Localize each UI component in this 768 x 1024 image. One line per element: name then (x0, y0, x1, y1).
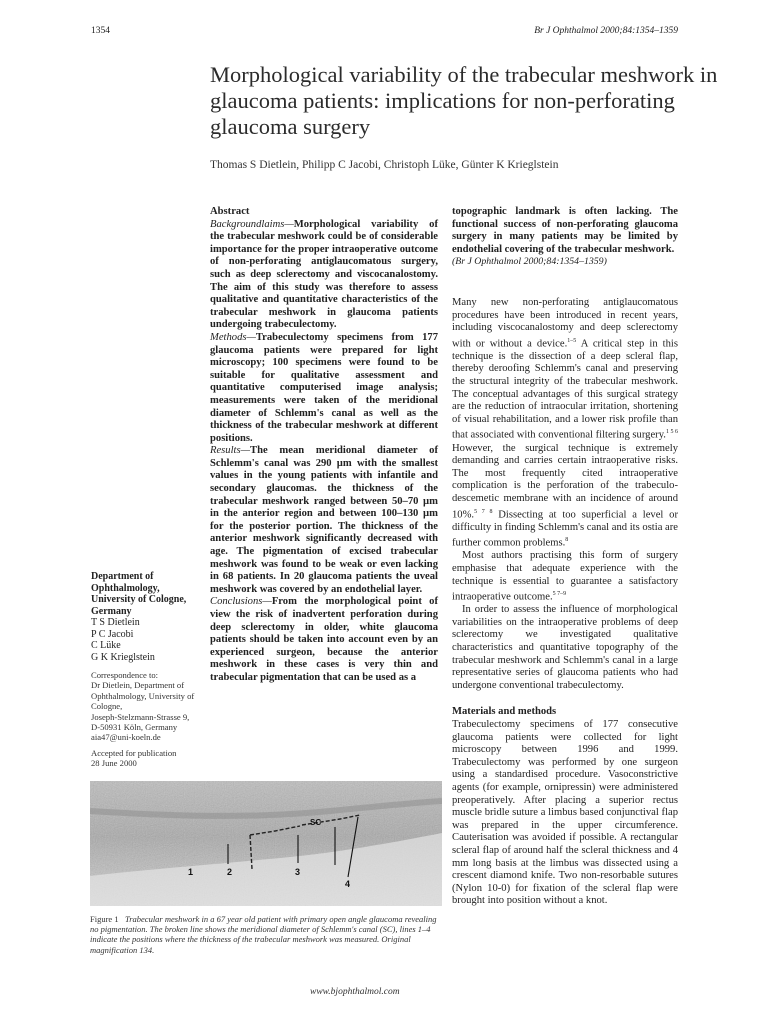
affiliation-block (91, 571, 201, 663)
correspondence-line-3: D-50931 Köln, Germany (91, 722, 178, 733)
background-label: Backgroundlaims— (210, 218, 294, 230)
results-label: Results— (210, 445, 251, 457)
affiliation-name-3: C Lüke (91, 640, 121, 651)
abstract-conclusions-continued: topographic landmark is often lacking. The functional success of non-perforating glaucoma surgery in many patients may be limited by endothelial covering of the trabecular meshwork. (452, 206, 678, 255)
intro-paragraph-3: In order to assess the influence of morphological variabilities on the intraoperative problems of deep sclerectomy we investigated qualitative characteristics and quantitative topography of the trabecular meshwork and Schlemm's canal in a large representative series of glaucoma patients who had undergone conventional trabeculectomy. (452, 604, 678, 691)
intro-paragraph-2 (452, 550, 678, 604)
abstract-results (210, 445, 438, 596)
figure-caption (90, 914, 440, 955)
abstract-citation: (Br J Ophthalmol 2000;84:1354–1359) (452, 256, 607, 268)
accepted-block (91, 748, 203, 769)
results-text: The mean meridional diameter of Schlemm's canal was 290 µm with the smallest values in the young patients with infantile and secondary glaucomas. the thickness of the trabecular meshwork ranged between 50–70 µm in the anterior region and between 100–130 µm for the posterior portion. The thickness of the anterior meshwork significantly decreased with age. The pigmentation of excised trabecular meshwork was found to be weak or even lacking in 68 patients. In 20 glaucoma patients the uveal meshwork was covered by an endothelial layer. (210, 445, 438, 595)
correspondence-label: Correspondence to: (91, 670, 159, 680)
abstract-methods (210, 332, 438, 445)
correspondence-block (91, 670, 203, 743)
page-number: 1354 (91, 26, 110, 36)
article-title: Morphological variability of the trabecular meshwork in glaucoma patients: implications for non-perforating glaucoma surgery (210, 62, 718, 139)
intro-text-1: Many new non-perforating antiglaucomatous procedures have been introduced in recent years, including viscocanalostomy and deep sclerectomy with or without a device. (452, 296, 678, 350)
ref-sup-4: 8 (565, 537, 569, 544)
journal-reference: Br J Ophthalmol 2000;84:1354–1359 (534, 26, 678, 36)
abstract-heading: Abstract (210, 206, 250, 217)
intro-text-1c: However, the surgical technique is extremely demanding and carries certain intraoperative risks. The most frequently cited intraoperative complication is the perforation of the trabeculo-descemetic membrane with an incidence of around 10%. (452, 442, 678, 521)
conclusions-label: Conclusions— (210, 596, 272, 608)
department-name: Department of Ophthalmology, University of Cologne, Germany (91, 571, 187, 617)
affiliation-name-1: T S Dietlein (91, 617, 140, 628)
affiliation-name-2: P C Jacobi (91, 628, 134, 640)
intro-text-1b: A critical step in this technique is the dissection of a deep scleral flap, thereby deroofing Schlemm's canal and preserving the structural integrity of the trabecular meshwork. The conceptual advantages of this surgical strategy are the reduction of intraocular irritation, shortening of visual rehabilitation, and a lower risk profile than that associated with conventional filtering surgery. (452, 338, 678, 441)
micrograph-image (90, 781, 442, 906)
footer-url[interactable]: www.bjophthalmol.com (310, 987, 400, 997)
ref-sup-3: 5 7 8 (474, 508, 493, 515)
affiliation-name-4: G K Krieglstein (91, 651, 155, 663)
accepted-line-1: Accepted for publication (91, 748, 177, 758)
correspondence-line-1: Dr Dietlein, Department of Ophthalmology, University of Cologne, (91, 680, 195, 712)
ref-sup-5: 5 7–9 (552, 591, 567, 598)
figure-1-micrograph (90, 781, 442, 906)
correspondence-line-2: Joseph-Stelzmann-Strasse 9, (91, 711, 190, 722)
correspondence-email[interactable]: aia47@uni-koeln.de (91, 732, 161, 743)
author-list: Thomas S Dietlein, Philipp C Jacobi, Christoph Lüke, Günter K Krieglstein (210, 159, 559, 171)
figure-label-sc: SC (310, 818, 322, 827)
figure-caption-text: Trabecular meshwork in a 67 year old patient with primary open angle glaucoma revealing no pigmentation. The broken line shows the meridional diameter of Schlemm's canal (SC), lines 1–4 indicate the positions where the thickness of the trabecular meshwork was measured. Original magnification 134. (90, 914, 437, 955)
methods-text: Trabeculectomy specimens from 177 glaucoma patients were prepared for light microscopy; 100 specimens were found to be suitable for qualitative assessment and quantitative computerised image analysis; measurements were taken of the meridional diameter of Schlemm's canal as well as the thickness of the trabecular meshwork at different positions. (210, 331, 438, 444)
figure-label-4: 4 (345, 879, 351, 889)
background-text: Morphological variability of the trabecular meshwork could be of considerable importance for the proper intraoperative outcome of non-perforating antiglaucomatous surgery, such as deep sclerectomy and viscocanalostomy. The aim of this study was therefore to assess qualitative and quantitative characteristics of the trabecular meshwork in glaucoma patients undergoing trabeculectomy. (210, 218, 438, 331)
abstract-column (210, 206, 438, 685)
figure-label-1: 1 (188, 867, 194, 877)
methods-paragraph-1: Trabeculectomy specimens of 177 consecutive glaucoma patients were collected for light microscopy between 1996 and 1999. Trabeculectomy was performed by one surgeon using a standardised procedure. Vasoconstrictive agents (for example, ornipressin) were administered preoperatively. After placing a superior rectus muscle bridle suture a limbus based conjunctival flap was prepared in the upper circumference. Cauterisation was avoided if possible. A rectangular scleral flap of around half the scleral thickness and 4 mm long basis at the limbus was dissected using a crescent diamond knife. Two non-resorbable sutures (Nylon 10-0) for fixation of the scleral flap were brought into position without a knot. (452, 719, 678, 907)
intro-paragraph-1 (452, 297, 678, 550)
intro-text-2: Most authors practising this form of surgery emphasise that adequate experience with the technique is essential to guarantee a satisfactory intraoperative outcome. (452, 550, 678, 603)
section-heading-methods: Materials and methods (452, 706, 557, 718)
methods-label: Methods— (210, 331, 256, 343)
figure-label-2: 2 (227, 867, 233, 877)
ref-sup-1: 1–5 (567, 337, 577, 344)
accepted-line-2: 28 June 2000 (91, 758, 137, 769)
ref-sup-2: 1 5 6 (665, 429, 678, 436)
abstract-conclusions (210, 596, 438, 684)
figure-caption-label: Figure 1 (90, 914, 119, 924)
figure-label-3: 3 (295, 867, 301, 877)
intro-text-1d: Dissecting at too superficial a level or difficulty in finding Schlemm's canal and its ostia are further common problems. (452, 509, 678, 549)
abstract-background (210, 219, 438, 332)
conclusions-text: From the morphological point of view the risk of inadvertent perforation during deep sclerectomy in older, white glaucoma patients should be taken into account even by an experienced surgeon, because the anterior meshwork in these cases is very thin and trabecular pigmentation that can be used as a (210, 596, 438, 683)
right-column (452, 206, 678, 908)
